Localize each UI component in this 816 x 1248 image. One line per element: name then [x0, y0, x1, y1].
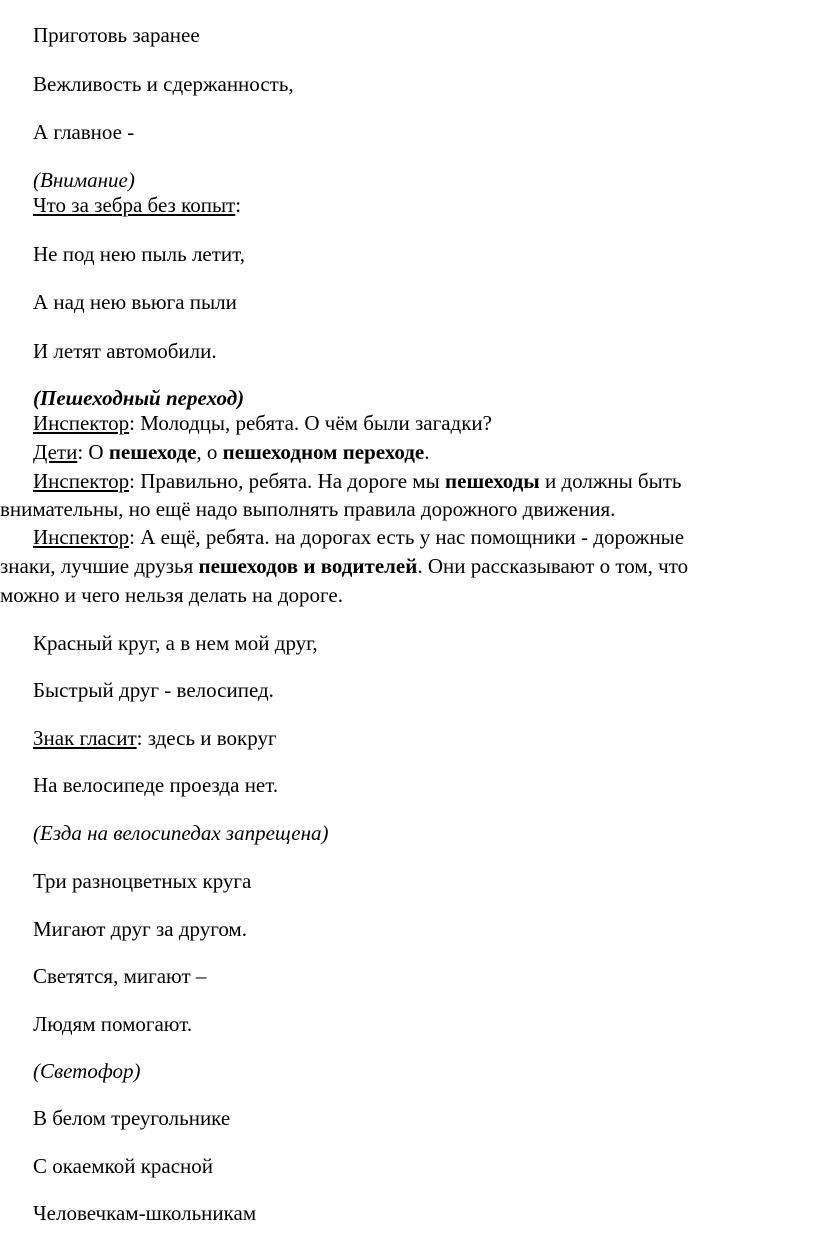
verse-line: Не под нею пыль летит,: [33, 242, 246, 266]
verse-line: И летят автомобили.: [33, 339, 217, 363]
verse-line: С окаемкой красной: [33, 1154, 214, 1178]
dialogue-continuation: внимательны, но ещё надо выполнять правила дорожного движения.: [0, 497, 616, 521]
verse-line: Светятся, мигают –: [33, 964, 207, 988]
riddle-answer: (Езда на велосипедах запрещена): [33, 821, 329, 845]
riddle-intro: Что за зебра без копыт:: [33, 193, 242, 217]
dialogue-line: Инспектор: А ещё, ребята. на дорогах есть у нас помощники - дорожные: [33, 525, 685, 549]
riddle-intro: Знак гласит: здесь и вокруг: [33, 726, 277, 750]
dialogue-line: Дети: О пешеходе, о пешеходном переходе.: [33, 440, 430, 464]
verse-line: Три разноцветных круга: [33, 869, 252, 893]
verse-line: Мигают друг за другом.: [33, 917, 247, 941]
riddle-answer: (Пешеходный переход): [33, 386, 245, 410]
verse-line: Вежливость и сдержанность,: [33, 72, 294, 96]
dialogue-continuation: можно и чего нельзя делать на дороге.: [0, 583, 343, 607]
verse-line: Быстрый друг - велосипед.: [33, 678, 274, 702]
dialogue-line: Инспектор: Молодцы, ребята. О чём были загадки?: [33, 411, 492, 435]
dialogue-line: Инспектор: Правильно, ребята. На дороге мы пешеходы и должны быть: [33, 469, 682, 493]
verse-line: Людям помогают.: [33, 1012, 193, 1036]
dialogue-continuation: знаки, лучшие друзья пешеходов и водителей. Они рассказывают о том, что: [0, 554, 689, 578]
verse-line: А главное -: [33, 120, 135, 144]
verse-line: А над нею вьюга пыли: [33, 290, 237, 314]
riddle-answer: (Внимание): [33, 168, 135, 192]
verse-line: На велосипеде проезда нет.: [33, 773, 279, 797]
verse-line: Человечкам-школьникам: [33, 1201, 257, 1225]
verse-line: В белом треугольнике: [33, 1106, 231, 1130]
riddle-answer: (Светофор): [33, 1059, 141, 1083]
verse-line: Приготовь заранее: [33, 23, 200, 47]
verse-line: Красный круг, а в нем мой друг,: [33, 631, 318, 655]
